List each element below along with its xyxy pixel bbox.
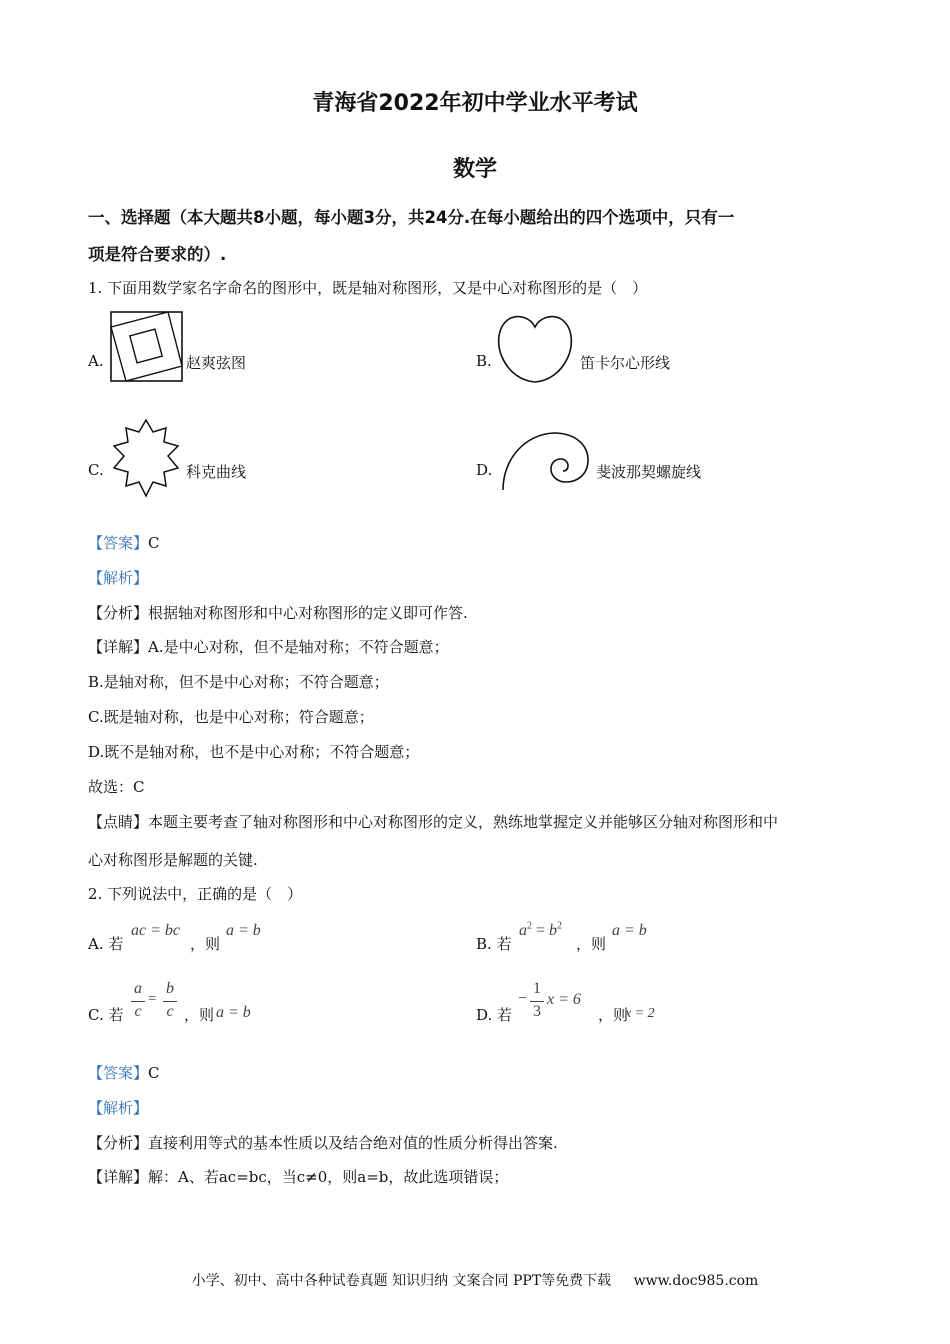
denominator: c: [134, 1003, 142, 1020]
answer-tag: 【答案】: [88, 534, 149, 552]
q2-a-result: a = b: [226, 922, 261, 939]
q2-d-result: x = 2: [625, 1006, 655, 1021]
q2-c-then: ，则: [184, 1006, 215, 1024]
option-letter: D.: [476, 1006, 493, 1024]
numerator: 1: [533, 980, 541, 997]
cardioid-icon: [494, 313, 576, 385]
detail-tag: 【详解】: [88, 1168, 149, 1186]
q1-option-b-letter: B.: [476, 352, 492, 370]
denominator: c: [166, 1003, 174, 1020]
q2-c-result: a = b: [216, 1004, 251, 1021]
q1-detail-line: [88, 637, 449, 657]
fenxi-text: 根据轴对称图形和中心对称图形的定义即可作答.: [148, 604, 468, 622]
fenxi-tag: 【分析】: [88, 1134, 149, 1152]
fenxi-text: 直接利用等式的基本性质以及结合绝对值的性质分析得出答案.: [148, 1134, 558, 1152]
zhao-shuang-diagram-icon: [110, 311, 184, 383]
q1-answer: [88, 533, 160, 553]
q2-option-d: [476, 1005, 512, 1025]
q1-option-c-label: 科克曲线: [186, 463, 247, 481]
detail-text: A.是中心对称，但不是轴对称；不符合题意；: [148, 638, 449, 656]
q1-option-a-label: 赵爽弦图: [186, 354, 247, 372]
base-a: a: [519, 922, 527, 939]
q1-stem: 1. 下面用数学家名字命名的图形中，既是轴对称图形，又是中心对称图形的是（ ）: [88, 279, 648, 297]
q2-option-a: [88, 934, 123, 954]
base-b: b: [549, 922, 558, 939]
q2-a-then: ，则: [190, 935, 221, 953]
q2-analysis-tag: 【解析】: [88, 1099, 149, 1117]
option-letter: A.: [88, 935, 104, 953]
q2-b-then: ，则: [576, 935, 607, 953]
fraction-bar: [530, 1001, 544, 1002]
q2-option-b: [476, 934, 512, 954]
q1-detail-line: 故选：C: [88, 778, 145, 796]
q2-a-condition: ac = bc: [131, 922, 180, 939]
q1-option-d-letter: D.: [476, 461, 493, 479]
q1-comment: [88, 812, 778, 832]
footer-url[interactable]: www.doc985.com: [633, 1273, 759, 1289]
footer-text: 小学、初中、高中各种试卷真题 知识归纳 文案合同 PPT等免费下载: [191, 1273, 612, 1289]
minus-sign: −: [518, 990, 528, 1007]
detail-tag: 【详解】: [88, 638, 149, 656]
q2-b-result: a = b: [612, 922, 647, 939]
exponent: 2: [557, 920, 563, 932]
q2-option-c: [88, 1005, 124, 1025]
q1-comment-line2: 心对称图形是解题的关键.: [88, 851, 258, 869]
q2-stem: 2. 下列说法中，正确的是（ ）: [88, 885, 303, 903]
answer-tag: 【答案】: [88, 1064, 149, 1082]
option-letter: B.: [476, 935, 492, 953]
answer-value: C: [148, 1064, 160, 1082]
section-heading-line1: 一、选择题（本大题共8小题，每小题3分，共24分.在每小题给出的四个选项中，只有一: [88, 208, 735, 227]
fraction-bar: [131, 1001, 145, 1002]
exponent: 2: [527, 920, 532, 932]
comment-text: 本题主要考查了轴对称图形和中心对称图形的定义，熟练地掌握定义并能够区分轴对称图形和中: [148, 813, 779, 831]
q1-detail-line: D.既不是轴对称，也不是中心对称；不符合题意；: [88, 743, 420, 761]
ruo-word: 若: [108, 1006, 124, 1024]
answer-value: C: [148, 534, 160, 552]
q2-d-expression: [518, 980, 598, 1026]
q2-detail: [88, 1167, 508, 1187]
subject-title: 数学: [452, 157, 497, 182]
q2-answer: [88, 1063, 160, 1083]
option-letter: C.: [88, 1006, 104, 1024]
numerator: b: [166, 980, 174, 997]
q2-c-fractions: [130, 980, 182, 1026]
q2-fenxi: [88, 1133, 558, 1153]
equals: =: [148, 991, 157, 1007]
q1-analysis-tag: 【解析】: [88, 569, 149, 587]
q2-b-condition: [519, 920, 562, 940]
numerator: a: [134, 980, 142, 997]
section-heading-line2: 项是符合要求的）.: [88, 245, 227, 264]
equation-rest: x = 6: [547, 991, 581, 1008]
q1-option-b-label: 笛卡尔心形线: [580, 354, 671, 372]
ruo-word: 若: [497, 1006, 513, 1024]
q1-option-d-label: 斐波那契螺旋线: [596, 463, 702, 481]
comment-tag: 【点睛】: [88, 813, 149, 831]
koch-snowflake-icon: [108, 418, 184, 498]
exam-title: 青海省2022年初中学业水平考试: [312, 91, 638, 116]
fraction-bar: [163, 1001, 177, 1002]
q1-fenxi: [88, 603, 468, 623]
detail-text: 解：A、若ac=bc，当c≠0，则a=b，故此选项错误；: [148, 1168, 509, 1186]
q1-option-a-letter: A.: [88, 352, 104, 370]
q1-detail-line: C.既是轴对称，也是中心对称；符合题意；: [88, 708, 374, 726]
denominator: 3: [533, 1003, 541, 1020]
fenxi-tag: 【分析】: [88, 604, 149, 622]
q2-d-then: ，则: [598, 1006, 629, 1024]
equals: =: [532, 922, 550, 939]
q1-detail-line: B.是轴对称，但不是中心对称；不符合题意；: [88, 673, 389, 691]
fibonacci-spiral-icon: [500, 428, 592, 492]
ruo-word: 若: [108, 935, 124, 953]
q1-option-c-letter: C.: [88, 461, 104, 479]
ruo-word: 若: [496, 935, 512, 953]
footer: [0, 1270, 950, 1290]
